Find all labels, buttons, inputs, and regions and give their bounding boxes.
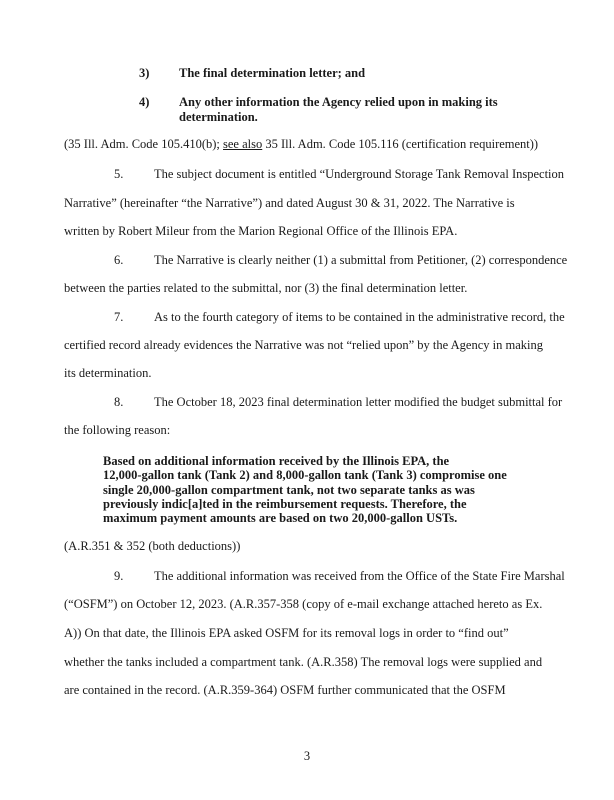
list-item-3-text: The final determination letter; and (179, 66, 366, 80)
quote-line3: single 20,000-gallon compartment tank, not two separate tanks as was (103, 483, 475, 497)
para5-text1: The subject document is entitled “Underground Storage Tank Removal Inspection (154, 167, 565, 181)
quote-line5: maximum payment amounts are based on two 20,000-gallon USTs. (103, 511, 458, 525)
para6-line1 (114, 253, 568, 268)
list-item-4-continued: determination. (179, 110, 258, 124)
quote-line2: 12,000-gallon tank (Tank 2) and 8,000-gallon tank (Tank 3) compromise one (103, 468, 507, 482)
para5-line1 (114, 167, 565, 182)
page-number: 3 (303, 749, 311, 763)
para6-number: 6. (114, 253, 124, 267)
para7-number: 7. (114, 310, 124, 324)
list-item-4-text: Any other information the Agency relied upon in making its (179, 95, 498, 109)
para8-text1: The October 18, 2023 final determination letter modified the budget submittal for (154, 395, 563, 409)
para9-line4: whether the tanks included a compartment tank. (A.R.358) The removal logs were supplied and (64, 655, 543, 669)
para7-line3: its determination. (64, 366, 152, 380)
citation-line (64, 137, 554, 152)
list-item-3 (139, 66, 554, 81)
list-item-4 (139, 95, 554, 110)
para9-line5: are contained in the record. (A.R.359-364) OSFM further communicated that the OSFM (64, 683, 506, 697)
para5-number: 5. (114, 167, 124, 181)
para9-text1: The additional information was received from the Office of the State Fire Marshal (154, 569, 565, 583)
para5-line2: Narrative” (hereinafter “the Narrative”) and dated August 30 & 31, 2022. The Narrative is (64, 196, 515, 210)
citation-see-also: see also (223, 137, 263, 151)
para8-line1 (114, 395, 563, 410)
quote-line4: previously indic[a]ted in the reimbursement requests. Therefore, the (103, 497, 467, 511)
citation-pre: (35 Ill. Adm. Code 105.410(b); (64, 137, 224, 151)
list-item-3-number: 3) (139, 66, 150, 80)
para8-line2: the following reason: (64, 423, 171, 437)
para9-line3: A)) On that date, the Illinois EPA asked OSFM for its removal logs in order to “find out” (64, 626, 509, 640)
para7-line1 (114, 310, 565, 325)
para5-line3: written by Robert Mileur from the Marion Regional Office of the Illinois EPA. (64, 224, 458, 238)
para6-text1: The Narrative is clearly neither (1) a submittal from Petitioner, (2) correspondence (154, 253, 568, 267)
para9-number: 9. (114, 569, 124, 583)
quote-line1: Based on additional information received by the Illinois EPA, the (103, 454, 450, 468)
para6-line2: between the parties related to the submittal, nor (3) the final determination letter. (64, 281, 468, 295)
para7-text1: As to the fourth category of items to be contained in the administrative record, the (154, 310, 565, 324)
para9-line1 (114, 569, 565, 584)
para8-number: 8. (114, 395, 124, 409)
list-item-4-number: 4) (139, 95, 150, 109)
quote-citation: (A.R.351 & 352 (both deductions)) (64, 539, 241, 553)
citation-post: 35 Ill. Adm. Code 105.116 (certification requirement)) (262, 137, 539, 151)
para7-line2: certified record already evidences the Narrative was not “relied upon” by the Agency in making (64, 338, 543, 352)
para9-line2: (“OSFM”) on October 12, 2023. (A.R.357-358 (copy of e-mail exchange attached hereto as Ex. (64, 597, 543, 611)
